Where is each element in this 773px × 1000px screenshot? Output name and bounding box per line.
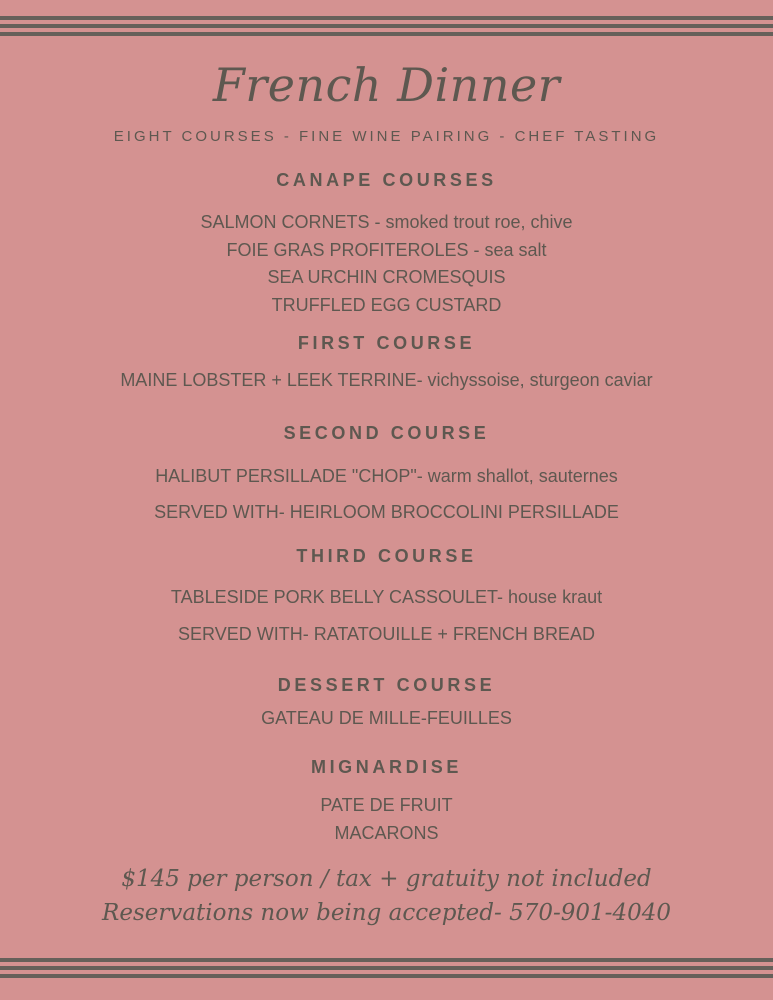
- menu-subtitle: EIGHT COURSES - FINE WINE PAIRING - CHEF TASTING: [113, 128, 660, 145]
- menu-title: French Dinner: [212, 58, 561, 112]
- section-heading: DESSERT COURSE: [277, 675, 496, 695]
- section-first: [0, 333, 773, 392]
- price-line: $145 per person / tax + gratuity not included: [121, 866, 652, 892]
- section-mignardise: [0, 757, 773, 847]
- section-heading: THIRD COURSE: [296, 546, 477, 566]
- section-heading: CANAPE COURSES: [276, 170, 497, 190]
- reservation-line: Reservations now being accepted- 570-901-4040: [102, 900, 671, 926]
- section-heading: FIRST COURSE: [297, 333, 476, 353]
- menu-item: PATE DE FRUIT: [320, 795, 453, 815]
- section-dessert: [0, 675, 773, 730]
- menu-item: FOIE GRAS PROFITEROLES - sea salt: [226, 239, 547, 260]
- menu-item: GATEAU DE MILLE-FEUILLES: [261, 708, 512, 728]
- menu-item: SERVED WITH- RATATOUILLE + FRENCH BREAD: [178, 624, 595, 644]
- section-third: [0, 546, 773, 653]
- section-heading: MIGNARDISE: [310, 757, 462, 777]
- top-stripe-2: [0, 24, 773, 28]
- section-second: [0, 423, 773, 530]
- menu-item: SEA URCHIN CROMESQUIS: [267, 267, 506, 287]
- bottom-stripe-3: [0, 974, 773, 978]
- menu-item: HALIBUT PERSILLADE "CHOP"- warm shallot, sauternes: [155, 466, 618, 486]
- top-stripe-1: [0, 16, 773, 20]
- section-canape: [0, 170, 773, 319]
- menu-item: MACARONS: [334, 822, 439, 843]
- bottom-stripe-1: [0, 958, 773, 962]
- section-heading: SECOND COURSE: [283, 423, 490, 443]
- bottom-stripe-2: [0, 966, 773, 970]
- menu-item: TRUFFLED EGG CUSTARD: [271, 294, 502, 315]
- menu-item: MAINE LOBSTER + LEEK TERRINE- vichyssoise, sturgeon caviar: [120, 370, 653, 390]
- menu-item: TABLESIDE PORK BELLY CASSOULET- house kraut: [170, 587, 603, 607]
- menu-item: SALMON CORNETS - smoked trout roe, chive: [200, 212, 573, 232]
- top-stripe-3: [0, 32, 773, 36]
- menu-item: SERVED WITH- HEIRLOOM BROCCOLINI PERSILLADE: [154, 502, 619, 522]
